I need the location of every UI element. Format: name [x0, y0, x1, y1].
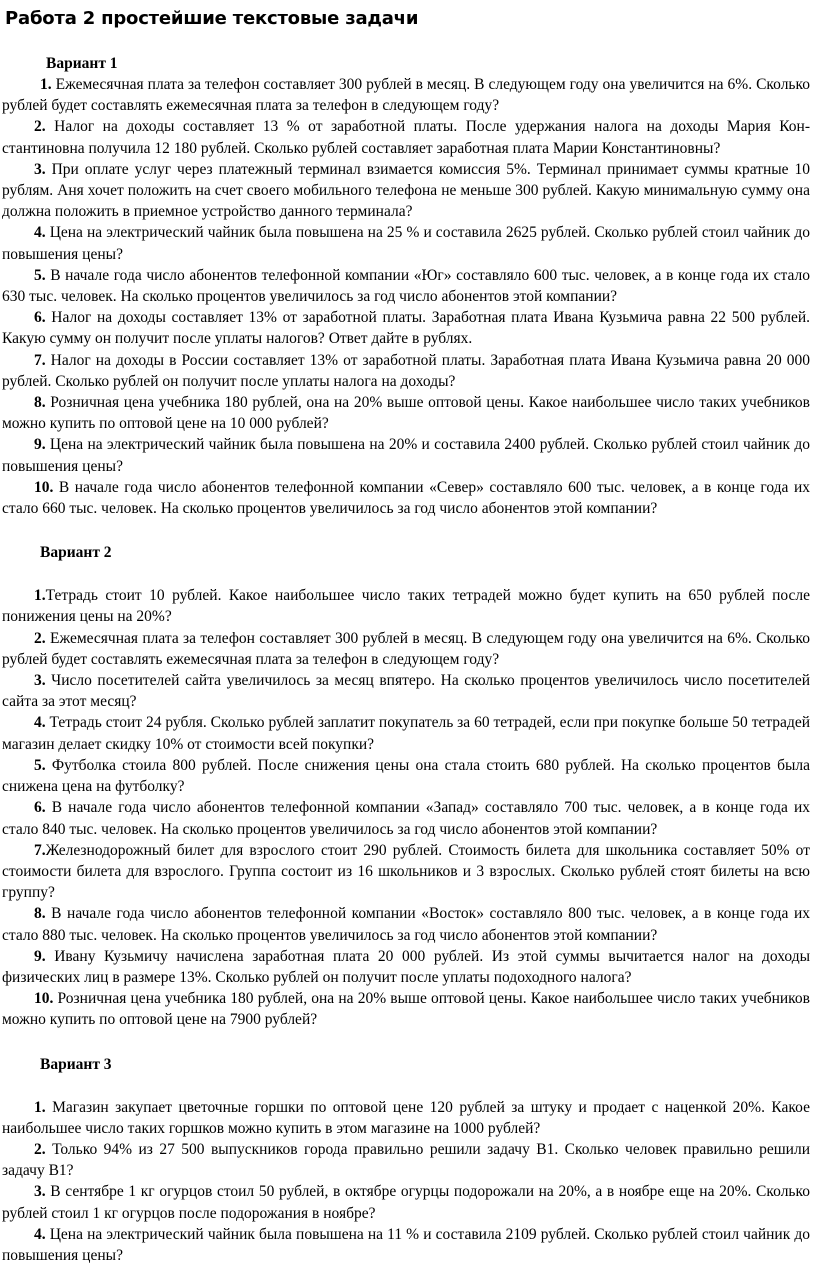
task-item: 2. Ежемесячная плата за телефон составляет 300 рублей в месяц. В следующем году она увеличится на 6%. Сколько рублей будет составлять ежемесячная плата за телефон в следующем году?: [2, 629, 810, 668]
task-item: 5. В начале года число абонентов телефонной компании «Юг» составляло 600 тыс. человек, а в конце года их стало 630 тыс. человек. На сколько процентов увеличилось за год число абонентов этой компании?: [2, 266, 810, 306]
task-item: 2. Налог на доходы составляет 13 % от заработной платы. После удержания налога на доходы Мария Константиновна получила 12 180 рублей. Сколько рублей составляет заработная плата Марии Константиновны?: [2, 118, 810, 157]
task-item: 1. Ежемесячная плата за телефон составляет 300 рублей в месяц. В следующем году она увеличится на 6%. Сколько рублей будет составлять ежемесячная плата за телефон в следующем году?: [2, 76, 810, 115]
spacer: [2, 563, 810, 585]
task-item: 3. В сентябре 1 кг огурцов стоил 50 рублей, в октябре огурцы подорожали на 20%, а в ноябре еще на 20%. Сколько рублей стоил 1 кг огурцов после подорожания в ноябре?: [2, 1183, 810, 1222]
task-item: 9. Ивану Кузьмичу начислена заработная плата 20 000 рублей. Из этой суммы вычитается налог на доходы физических лиц в размере 13%. Сколько рублей он получит после уплаты подоходного налога?: [2, 947, 810, 986]
spacer: [2, 1075, 810, 1097]
task-item: 3. Число посетителей сайта увеличилось за месяц впятеро. На сколько процентов увеличилось число посетителей сайта за этот месяц?: [2, 672, 810, 711]
variant-3-tasks: [2, 1097, 810, 1266]
task-item: 4. Тетрадь стоит 24 рубля. Сколько рублей заплатит покупатель за 60 тетрадей, если при покупке больше 50 тетрадей магазин делает скидку 10% от стоимости всей покупки?: [2, 714, 810, 753]
variant-3-heading: Вариант 3: [40, 1055, 112, 1073]
task-item: 8. Розничная цена учебника 180 рублей, она на 20% выше оптовой цены. Какое наибольшее число таких учебников можно купить по оптовой цене на 10 000 рублей?: [2, 394, 810, 433]
variant-2-tasks: [2, 585, 810, 1030]
variant-2-heading: Вариант 2: [40, 544, 112, 562]
task-item: 3. При оплате услуг через платежный терминал взимается комиссия 5%. Терминал принимает суммы кратные 10 рублям. Аня хочет положить на счет своего мобильного телефона не меньше 300 рублей. Какую минимальную сумму она должна положить в приемное устройство данного терминала?: [2, 160, 810, 221]
task-item: 2. Только 94% из 27 500 выпускников города правильно решили задачу B1. Сколько человек правильно решили задачу B1?: [2, 1140, 810, 1180]
task-item: 10. В начале года число абонентов телефонной компании «Север» составляло 600 тыс. человек, а в конце года их стало 660 тыс. человек. На сколько процентов увеличилось за год число абонентов этой компании?: [2, 478, 810, 518]
task-item: 1.Тетрадь стоит 10 рублей. Какое наибольшее число таких тетрадей можно будет купить на 650 рублей после понижения цены на 20%?: [2, 587, 810, 626]
task-item: 7.Железнодорожный билет для взрослого стоит 290 рублей. Стоимость билета для школьника составляет 50% от стоимости билета для взрослого. Группа состоит из 16 школьников и 3 взрослых. Сколько рублей стоят билеты на всю группу?: [2, 841, 810, 902]
task-item: 6. Налог на доходы составляет 13% от заработной платы. Заработная плата Ивана Кузьмича равна 22 500 рублей. Какую сумму он получит после уплаты налогов? Ответ дайте в рублях.: [2, 309, 810, 348]
task-item: 5. Футболка стоила 800 рублей. После снижения цены она стала стоить 680 рублей. На сколько процентов была снижена цена на футболку?: [2, 756, 810, 796]
task-item: 10. Розничная цена учебника 180 рублей, она на 20% выше оптовой цены. Какое наибольшее число таких учебников можно купить по оптовой цене на 7900 рублей?: [2, 990, 810, 1029]
task-item: 4. Цена на электрический чайник была повышена на 11 % и составила 2109 рублей. Сколько рублей стоил чайник до повышения цены?: [2, 1225, 810, 1264]
variant-1-tasks: [2, 74, 810, 519]
task-item: 9. Цена на электрический чайник была повышена на 20% и составила 2400 рублей. Сколько рублей стоил чайник до повышения цены?: [2, 436, 810, 475]
page-title: Работа 2 простейшие текстовые задачи: [5, 8, 419, 29]
task-item: 7. Налог на доходы в России составляет 13% от заработной платы. Заработная плата Ивана Кузьмича равна 20 000 рублей. Сколько рублей он получит после уплаты налога на доходы?: [2, 351, 810, 390]
task-item: 4. Цена на электрический чайник была повышена на 25 % и составила 2625 рублей. Сколько рублей стоил чайник до повышения цены?: [2, 224, 810, 263]
task-item: 6. В начале года число абонентов телефонной компании «Запад» составляло 700 тыс. человек, а в конце года их стало 840 тыс. человек. На сколько процентов увеличилось за год число абонентов этой компании?: [2, 799, 810, 838]
task-item: 1. Магазин закупает цветочные горшки по оптовой цене 120 рублей за штуку и продает с наценкой 20%. Какое наибольшее число таких горшков можно купить в этом магазине на 1000 рублей?: [2, 1098, 810, 1137]
variant-1-heading: Вариант 1: [46, 55, 118, 72]
task-item: 8. В начале года число абонентов телефонной компании «Восток» составляло 800 тыс. человек, а в конце года их стало 880 тыс. человек. На сколько процентов увеличилось за год число абонентов этой компании?: [2, 905, 810, 944]
